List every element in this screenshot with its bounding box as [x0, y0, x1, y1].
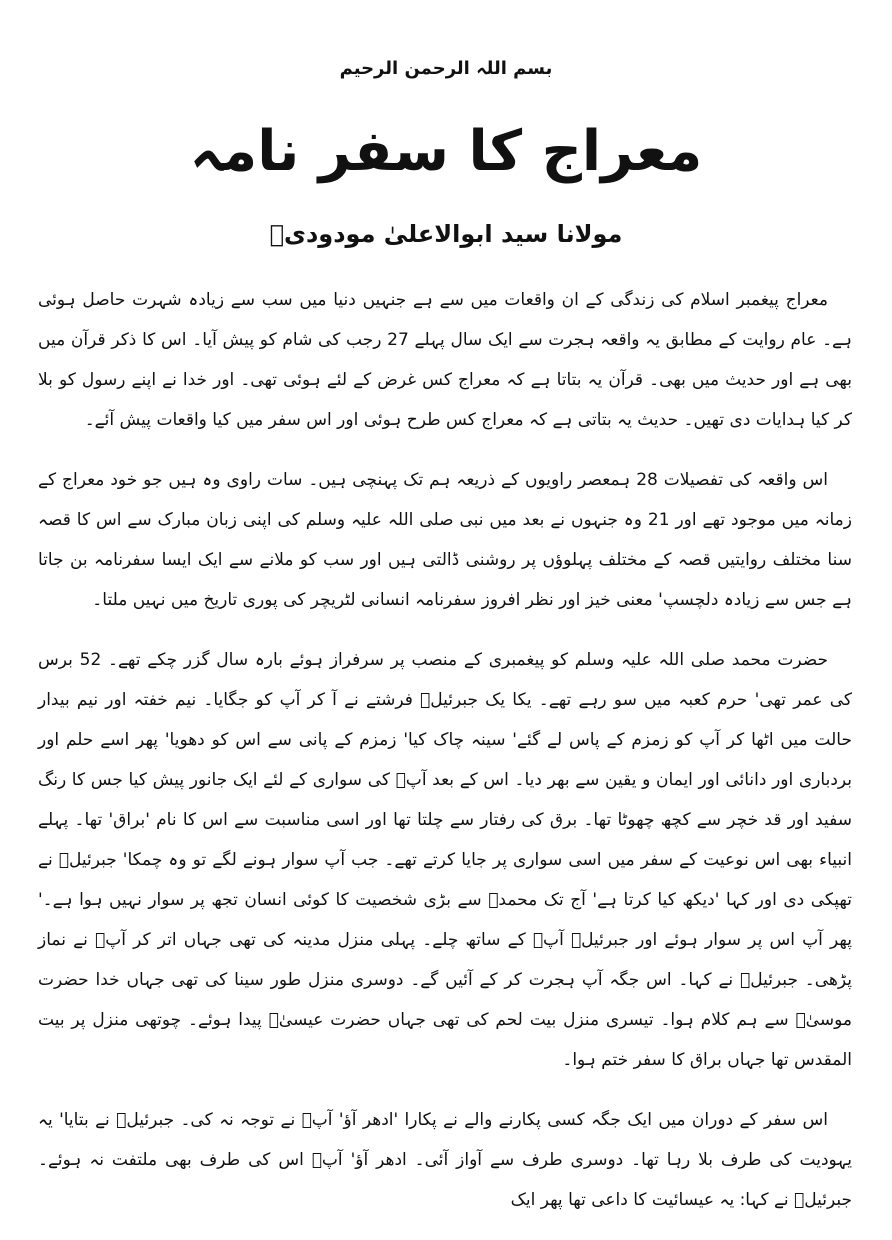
bismillah-heading: بسم اللہ الرحمن الرحیم — [339, 58, 553, 79]
author-name: مولانا سید ابوالاعلیٰ مودودیؒ — [269, 220, 623, 248]
paragraph: حضرت محمد صلی اللہ علیہ وسلم کو پیغمبری کے منصب پر سرفراز ہوئے بارہ سال گزر چکے تھے۔ 52 برس کی عمر تھی' حرم کعبہ میں سو رہے تھے۔ یکا یک جبرئیلؑ فرشتے نے آ کر آپ کو جگایا۔ نیم خفتہ اور نیم بیدار حالت میں اٹھا کر آپ کو زمزم کے پاس لے گئے' سینہ چاک کیا' زمزم کے پانی سے اس کو دھویا' پھر اسے حلم اور بردباری اور دانائی اور ایمان و یقین سے بھر دیا۔ اس کے بعد آپؐ کی سواری کے لئے ایک جانور پیش کیا جس کا رنگ سفید اور قد خچر سے کچھ چھوٹا تھا۔ برق کی رفتار سے چلتا تھا اور اسی مناسبت سے اس کا نام 'براق' تھا۔ پہلے انبیاء بھی اس نوعیت کے سفر میں اسی سواری پر جایا کرتے تھے۔ جب آپ سوار ہونے لگے تو وہ چمکا' جبرئیلؑ نے تھپکی دی اور کہا 'دیکھ کیا کرتا ہے' آج تک محمدؐ سے بڑی شخصیت کا کوئی انسان تجھ پر سوار نہیں ہوا ہے۔' پھر آپ اس پر سوار ہوئے اور جبرئیلؑ آپؐ کے ساتھ چلے۔ پہلی منزل مدینہ کی تھی جہاں اتر کر آپؐ نے نماز پڑھی۔ جبرئیلؑ نے کہا۔ اس جگہ آپ ہجرت کر کے آئیں گے۔ دوسری منزل طور سینا کی تھی جہاں خدا حضرت موسیٰؑ سے ہم کلام ہوا۔ تیسری منزل بیت لحم کی تھی جہاں حضرت عیسیٰؑ پیدا ہوئے۔ چوتھی منزل پر بیت المقدس تھا جہاں براق کا سفر ختم ہوا۔ — [38, 650, 852, 1070]
paragraph: اس واقعہ کی تفصیلات 28 ہمعصر راویوں کے ذریعہ ہم تک پہنچی ہیں۔ سات راوی وہ ہیں جو خود معراج کے زمانہ میں موجود تھے اور 21 وہ جنہوں نے بعد میں نبی صلی اللہ علیہ وسلم کی اپنی زبان مبارک سے اس کا قصہ سنا مختلف روایتیں قصہ کے مختلف پہلوؤں پر روشنی ڈالتی ہیں اور سب کو ملانے سے ایک ایسا سفرنامہ بن جاتا ہے جس سے زیادہ دلچسپ' معنی خیز اور نظر افروز سفرنامہ انسانی لٹریچر کی پوری تاریخ میں نہیں ملتا۔ — [38, 470, 852, 610]
paragraph: معراج پیغمبر اسلام کی زندگی کے ان واقعات میں سے ہے جنہیں دنیا میں سب سے زیادہ شہرت حاصل ہوئی ہے۔ عام روایت کے مطابق یہ واقعہ ہجرت سے ایک سال پہلے 27 رجب کی شام کو پیش آیا۔ اس کا ذکر قرآن میں بھی ہے اور حدیث میں بھی۔ قرآن یہ بتاتا ہے کہ معراج کس غرض کے لئے ہوئی تھی۔ اور خدا نے اپنے رسول کو بلا کر کیا ہدایات دی تھیں۔ حدیث یہ بتاتی ہے کہ معراج کس طرح ہوئی اور اس سفر میں کیا واقعات پیش آئے۔ — [38, 290, 852, 430]
page-title: معراج کا سفر نامہ — [189, 119, 703, 184]
article-body — [38, 280, 852, 1240]
paragraph: اس سفر کے دوران میں ایک جگہ کسی پکارنے والے نے پکارا 'ادھر آؤ' آپؐ نے توجہ نہ کی۔ جبرئیلؑ نے بتایا' یہ یہودیت کی طرف بلا رہا تھا۔ دوسری طرف سے آواز آئی۔ ادھر آؤ' آپؐ اس کی طرف بھی ملتفت نہ ہوئے۔ جبرئیلؑ نے کہا: یہ عیسائیت کا داعی تھا پھر ایک — [38, 1110, 852, 1210]
